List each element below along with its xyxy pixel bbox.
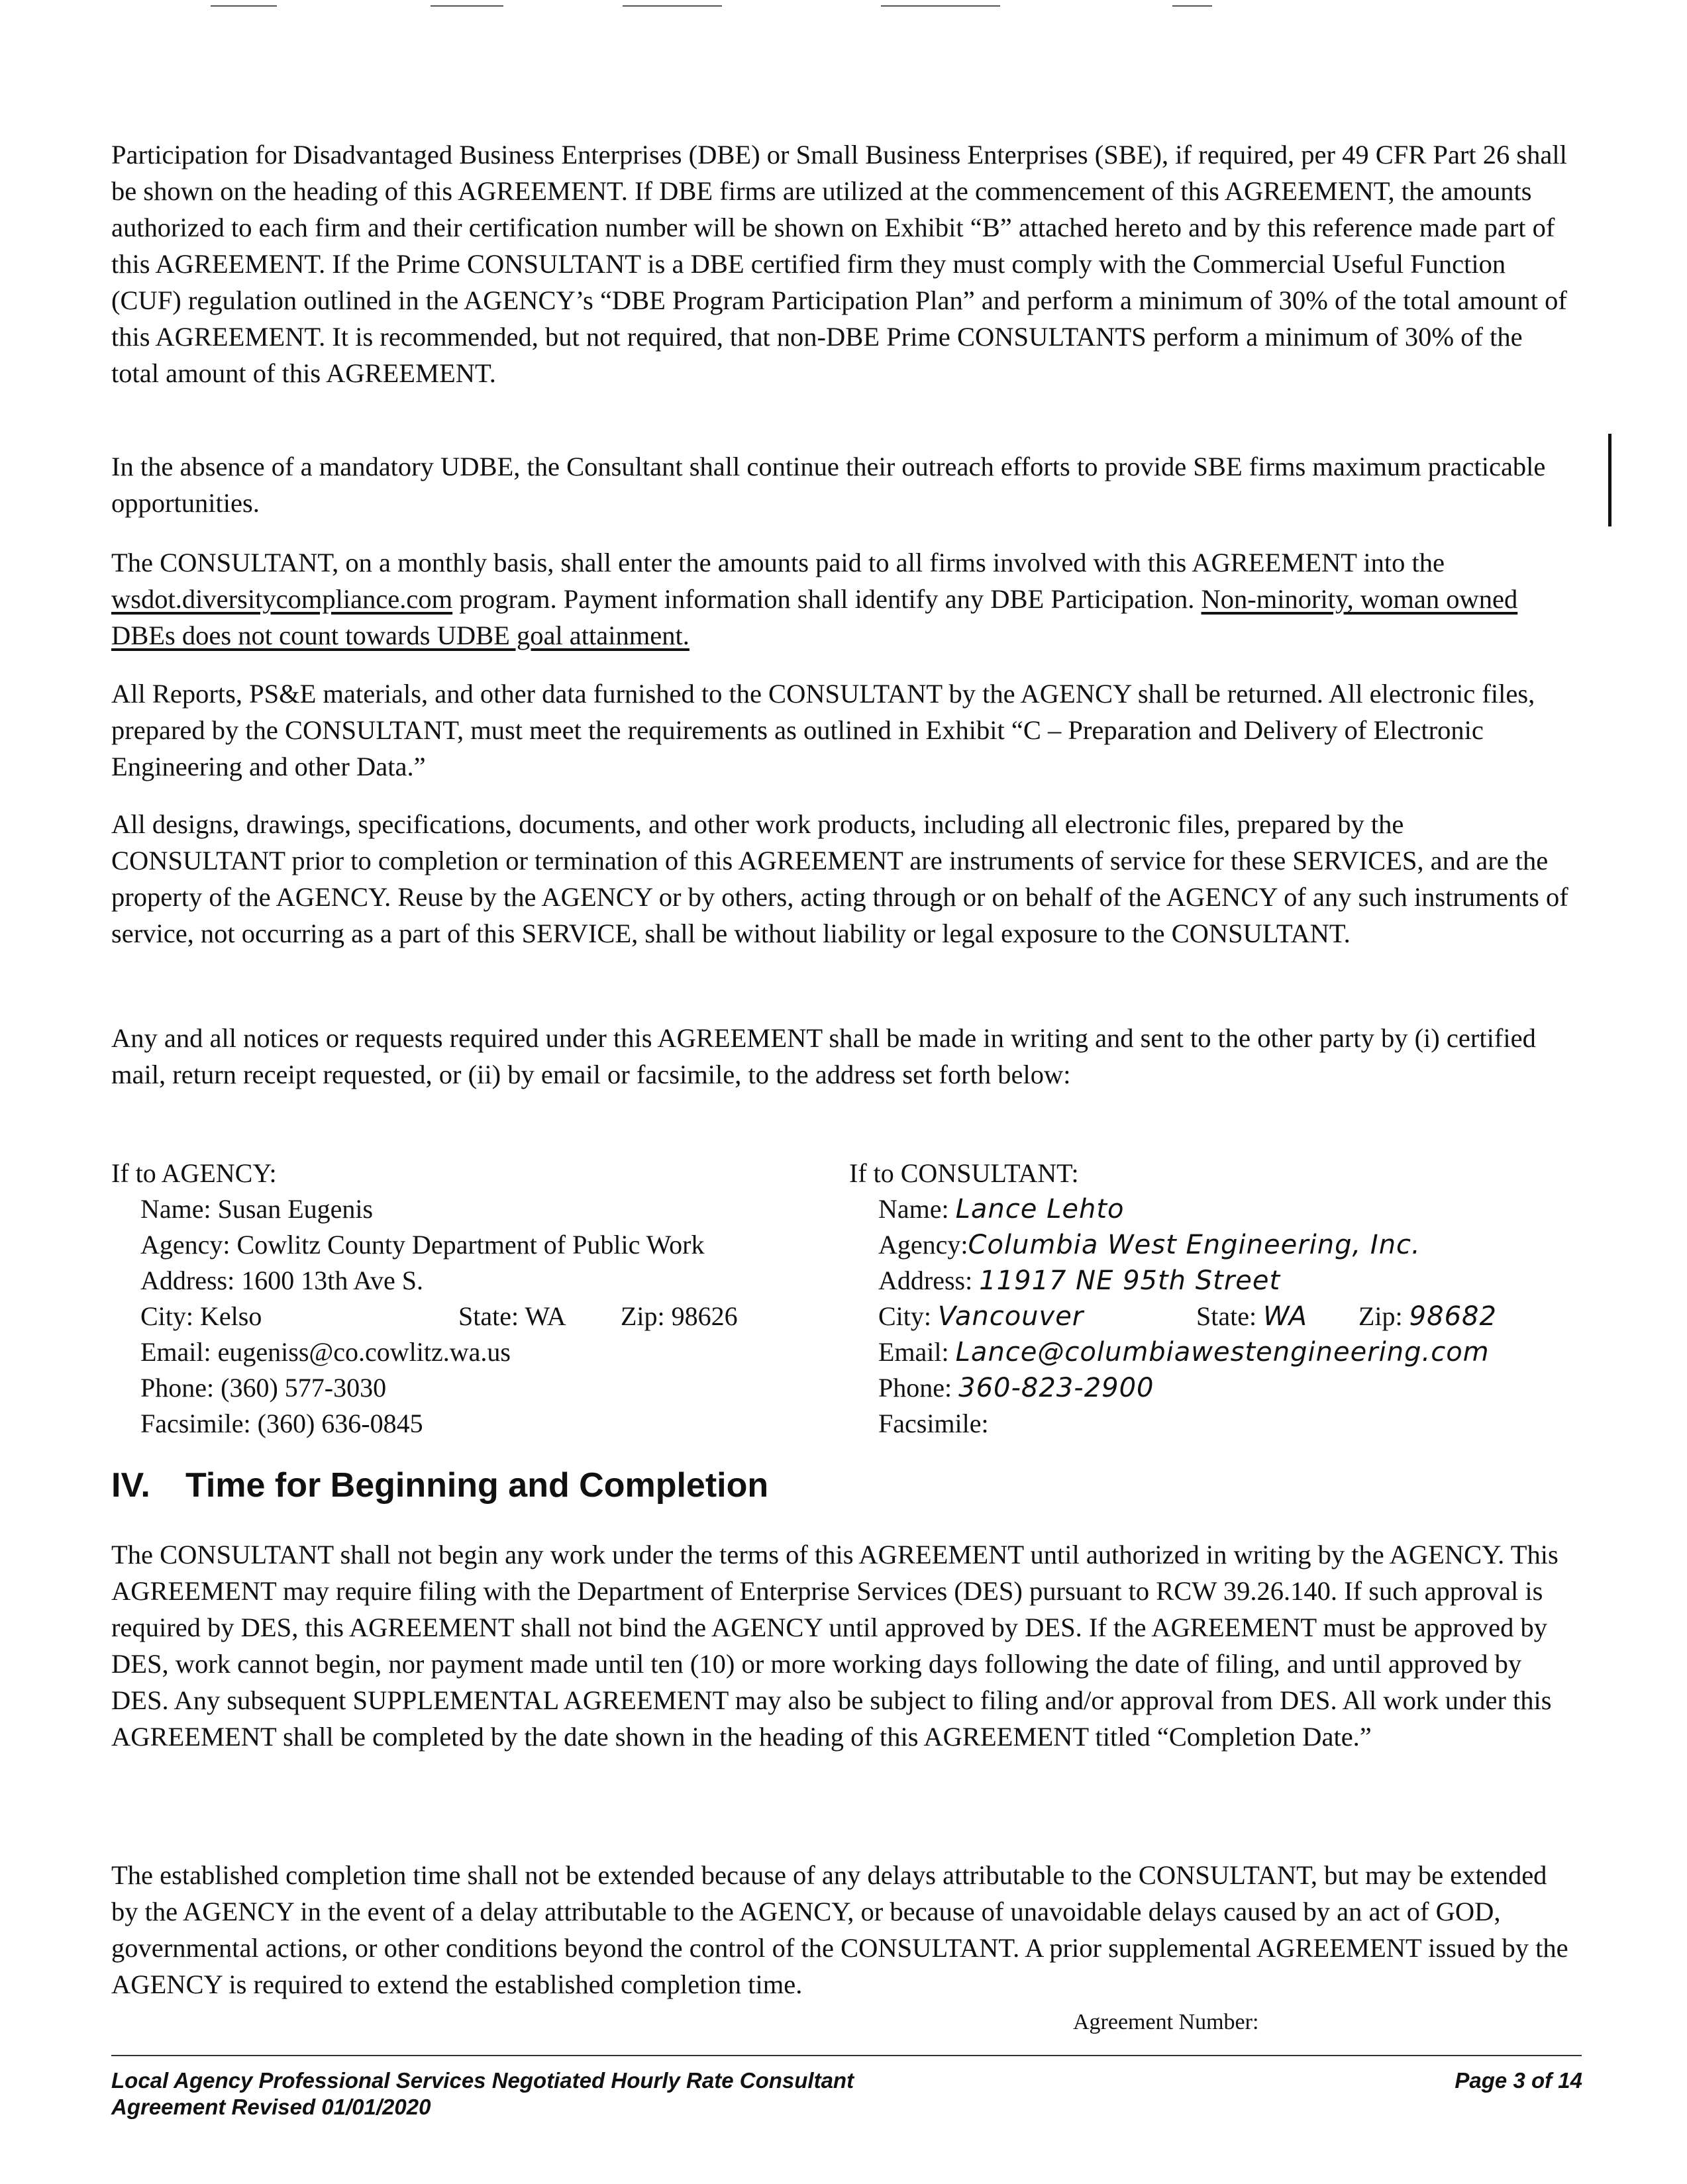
consultant-email-row	[849, 1334, 1497, 1370]
consultant-address-value: 11917 NE 95th Street	[979, 1266, 1281, 1296]
agency-agency-value: Cowlitz County Department of Public Work	[236, 1230, 705, 1260]
consultant-phone-row	[849, 1370, 1497, 1406]
paragraph-begin-work: The CONSULTANT shall not begin any work under the terms of this AGREEMENT until authorized in writing by the AGENCY. This AGREEMENT may require filing with the Department of Enterprise Services (DES) pursuant to RCW 39.26.140. If such approval is required by DES, this AGREEMENT shall not bind the AGENCY until approved by DES. If the AGREEMENT must be approved by DES, work cannot begin, nor payment made until ten (10) or more working days following the date of filing, and until approved by DES. Any subsequent SUPPLEMENTAL AGREEMENT may also be subject to filing and/or approval from DES. All work under this AGREEMENT shall be completed by the date shown in the heading of this AGREEMENT titled “Completion Date.”	[111, 1540, 1559, 1752]
footer-title	[111, 2067, 854, 2120]
agency-fax-row	[111, 1406, 738, 1442]
consultant-state-label: State:	[1196, 1301, 1257, 1331]
consultant-city-label: City:	[878, 1301, 932, 1331]
p3-underlined-note: Non-minority, woman owned DBEs does not count towards UDBE goal attainment.	[111, 584, 1518, 650]
agency-phone-value: (360) 577-3030	[221, 1373, 387, 1403]
consultant-heading: If to CONSULTANT:	[849, 1158, 1079, 1188]
consultant-phone-label: Phone:	[878, 1373, 952, 1403]
consultant-email-value: Lance@columbiawestengineering.com	[955, 1337, 1490, 1367]
agency-agency-row	[111, 1227, 738, 1263]
section-heading	[111, 1464, 768, 1507]
consultant-city-value: Vancouver	[938, 1301, 1084, 1332]
agency-address-value: 1600 13th Ave S.	[241, 1266, 424, 1295]
agency-name-label: Name:	[140, 1194, 211, 1224]
paragraph-work-products: All designs, drawings, specifications, documents, and other work products, including all electronic files, prepared by the CONSULTANT prior to completion or termination of this AGREEMENT are instruments of service for these SERVICES, and are the property of the AGENCY. Reuse by the AGENCY or by others, acting through or on behalf of the AGENCY of any such instruments of service, not occurring as a part of this SERVICE, shall be without liability or legal exposure to the CONSULTANT.	[111, 809, 1568, 948]
agreement-number-label: Agreement Number:	[1073, 2010, 1259, 2034]
agency-email-value: eugeniss@co.cowlitz.wa.us	[217, 1337, 511, 1367]
section-number: IV.	[111, 1466, 150, 1505]
agency-state-value: WA	[525, 1301, 566, 1331]
paragraph-udbe-outreach: In the absence of a mandatory UDBE, the Consultant shall continue their outreach efforts to provide SBE firms maximum practicable opportunities.	[111, 452, 1546, 518]
consultant-name-row	[849, 1191, 1497, 1227]
agency-zip-value: 98626	[671, 1301, 738, 1331]
consultant-fax-row	[849, 1406, 1497, 1442]
footer-line2: Agreement Revised 01/01/2020	[111, 2095, 431, 2119]
agency-city-label: City:	[140, 1301, 194, 1331]
consultant-address-row	[849, 1263, 1497, 1299]
paragraph-notices: Any and all notices or requests required under this AGREEMENT shall be made in writing and sent to the other party by (i) certified mail, return receipt requested, or (ii) by email or facsimile, to the address set forth below:	[111, 1023, 1536, 1089]
paragraph-completion-time: The established completion time shall not be extended because of any delays attributable to the CONSULTANT, but may be extended by the AGENCY in the event of a delay attributable to the AGENCY, or because of unavoidable delays caused by an act of GOD, governmental actions, or other conditions beyond the control of the CONSULTANT. A prior supplemental AGREEMENT issued by the AGENCY is required to extend the established completion time.	[111, 1860, 1568, 1999]
agency-fax-label: Facsimile:	[140, 1409, 251, 1438]
consultant-agency-value: Columbia West Engineering, Inc.	[968, 1230, 1421, 1260]
consultant-fax-label: Facsimile:	[878, 1409, 989, 1438]
consultant-state-value: WA	[1263, 1301, 1308, 1332]
paragraph-monthly-payments	[111, 544, 1572, 654]
footer-rule	[111, 2055, 1582, 2056]
agency-name-value: Susan Eugenis	[217, 1194, 374, 1224]
agency-heading: If to AGENCY:	[111, 1158, 277, 1188]
consultant-email-label: Email:	[878, 1337, 949, 1367]
consultant-address-block	[849, 1156, 1497, 1442]
consultant-agency-row	[849, 1227, 1497, 1263]
agency-address-block	[111, 1156, 738, 1442]
consultant-name-label: Name:	[878, 1194, 949, 1224]
agency-city-value: Kelso	[200, 1301, 262, 1331]
agency-city-row	[111, 1299, 738, 1334]
section-title: Time for Beginning and Completion	[185, 1466, 769, 1505]
consultant-agency-label: Agency:	[878, 1230, 968, 1260]
agency-email-label: Email:	[140, 1337, 211, 1367]
scan-top-marks	[0, 0, 1687, 13]
consultant-zip-label: Zip:	[1358, 1301, 1403, 1331]
agency-email-row	[111, 1334, 738, 1370]
diversity-compliance-link[interactable]: wsdot.diversitycompliance.com	[111, 584, 453, 614]
agency-zip-label: Zip:	[621, 1301, 665, 1331]
agency-agency-label: Agency:	[140, 1230, 230, 1260]
agency-fax-value: (360) 636-0845	[257, 1409, 423, 1438]
agency-address-row	[111, 1263, 738, 1299]
footer-page-number: Page 3 of 14	[1455, 2068, 1582, 2093]
p3-text-b: program. Payment information shall identify any DBE Participation.	[452, 584, 1201, 614]
agency-address-label: Address:	[140, 1266, 235, 1295]
footer-line1: Local Agency Professional Services Negotiated Hourly Rate Consultant	[111, 2068, 854, 2093]
consultant-zip-value: 98682	[1409, 1301, 1497, 1332]
consultant-name-value: Lance Lehto	[955, 1194, 1125, 1224]
consultant-address-label: Address:	[878, 1266, 973, 1295]
agency-phone-row	[111, 1370, 738, 1406]
consultant-city-row	[849, 1299, 1497, 1334]
p3-text-a: The CONSULTANT, on a monthly basis, shall enter the amounts paid to all firms involved with this AGREEMENT into the	[111, 548, 1445, 577]
paragraph-reports-returned: All Reports, PS&E materials, and other data furnished to the CONSULTANT by the AGENCY shall be returned. All electronic files, prepared by the CONSULTANT, must meet the requirements as outlined in Exhibit “C – Preparation and Delivery of Electronic Engineering and other Data.”	[111, 679, 1535, 781]
paragraph-dbe-participation: Participation for Disadvantaged Business Enterprises (DBE) or Small Business Enterprises (SBE), if required, per 49 CFR Part 26 shall be shown on the heading of this AGREEMENT. If DBE firms are utilized at the commencement of this AGREEMENT, the amounts authorized to each firm and their certification number will be shown on Exhibit “B” attached hereto and by this reference made part of this AGREEMENT. If the Prime CONSULTANT is a DBE certified firm they must comply with the Commercial Useful Function (CUF) regulation outlined in the AGENCY’s “DBE Program Participation Plan” and perform a minimum of 30% of the total amount of this AGREEMENT. It is recommended, but not required, that non-DBE Prime CONSULTANTS perform a minimum of 30% of the total amount of this AGREEMENT.	[111, 140, 1567, 388]
agency-phone-label: Phone:	[140, 1373, 215, 1403]
revision-bar	[1608, 434, 1611, 526]
agency-name-row	[111, 1191, 738, 1227]
consultant-phone-value: 360-823-2900	[958, 1373, 1154, 1403]
agency-state-label: State:	[458, 1301, 519, 1331]
